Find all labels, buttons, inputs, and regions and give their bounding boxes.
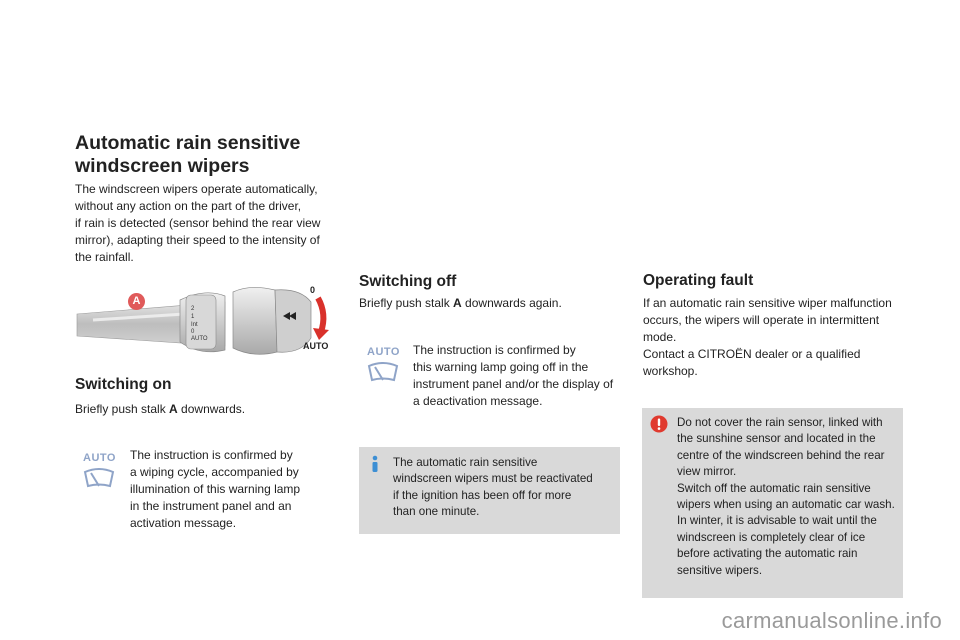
warning-line: In winter, it is advisable to wait until the bbox=[677, 514, 877, 528]
intro-line: without any action on the part of the driver, bbox=[75, 199, 302, 213]
fault-line: workshop. bbox=[643, 364, 698, 378]
title-line-1: Automatic rain sensitive bbox=[75, 132, 301, 154]
heading-switching-on: Switching on bbox=[75, 376, 172, 393]
warning-line: before activating the automatic rain bbox=[677, 547, 858, 561]
note-line: a deactivation message. bbox=[413, 394, 543, 408]
intro-paragraph bbox=[75, 181, 345, 266]
info-icon bbox=[367, 455, 383, 478]
wiper-stalk-image bbox=[75, 280, 335, 355]
auto-position-label: AUTO bbox=[303, 341, 329, 351]
warning-line: view mirror. bbox=[677, 465, 737, 479]
note-line: in the instrument panel and an bbox=[130, 499, 292, 513]
switching-on-instruction bbox=[75, 401, 245, 418]
note-line: activation message. bbox=[130, 516, 237, 530]
auto-label: AUTO bbox=[367, 346, 400, 358]
warning-box bbox=[642, 408, 903, 598]
info-line: windscreen wipers must be reactivated bbox=[393, 472, 593, 486]
stalk-label: A bbox=[453, 296, 462, 310]
intro-line: the rainfall. bbox=[75, 250, 134, 264]
switching-off-note bbox=[413, 342, 628, 410]
note-line: illumination of this warning lamp bbox=[130, 482, 301, 496]
note-line: The instruction is confirmed by bbox=[413, 343, 576, 357]
stalk-illustration bbox=[75, 280, 335, 355]
info-line: The automatic rain sensitive bbox=[393, 456, 538, 469]
warning-text bbox=[677, 415, 901, 579]
heading-operating-fault: Operating fault bbox=[643, 272, 754, 289]
auto-wiper-lamp-on bbox=[83, 452, 123, 495]
watermark: carmanualsonline.info bbox=[721, 608, 942, 633]
dial-label: 0 bbox=[191, 329, 195, 335]
warning-line: centre of the windscreen behind the rear bbox=[677, 448, 885, 462]
note-line: this warning lamp going off in the bbox=[413, 360, 589, 374]
instruction-text: downwards again. bbox=[461, 296, 562, 310]
info-line: than one minute. bbox=[393, 505, 480, 519]
heading-switching-off: Switching off bbox=[359, 273, 457, 290]
fault-line: occurs, the wipers will operate in intermittent bbox=[643, 313, 880, 327]
switching-off-instruction bbox=[359, 295, 562, 312]
note-line: instrument panel and/or the display of bbox=[413, 377, 614, 391]
info-text bbox=[393, 455, 615, 521]
off-position-label: 0 bbox=[310, 285, 316, 295]
stalk-label: A bbox=[169, 402, 178, 416]
fault-line: Contact a CITROËN dealer or a qualified bbox=[643, 347, 861, 361]
info-line: if the ignition has been off for more bbox=[393, 488, 572, 502]
switching-on-note bbox=[130, 447, 320, 532]
warning-line: the sunshine sensor and located in the bbox=[677, 432, 876, 446]
warning-line: wipers when using an automatic car wash. bbox=[677, 498, 895, 512]
fault-line: If an automatic rain sensitive wiper malfunction bbox=[643, 296, 892, 310]
intro-line: The windscreen wipers operate automatically, bbox=[75, 182, 318, 196]
dial-label: 1 bbox=[191, 314, 195, 320]
instruction-text: Briefly push stalk bbox=[359, 296, 454, 310]
instruction-text: downwards. bbox=[177, 402, 246, 416]
warning-line: sensitive wipers. bbox=[677, 563, 763, 577]
auto-wiper-lamp-off bbox=[367, 346, 407, 389]
dial-label: AUTO bbox=[191, 336, 208, 342]
dial-label: Int bbox=[191, 322, 198, 328]
title-line-2: windscreen wipers bbox=[75, 155, 250, 177]
warning-line: Switch off the automatic rain sensitive bbox=[677, 481, 871, 495]
page-title bbox=[75, 132, 355, 178]
warning-line: Do not cover the rain sensor, linked with bbox=[677, 416, 883, 429]
warning-icon bbox=[650, 415, 668, 438]
note-line: a wiping cycle, accompanied by bbox=[130, 465, 299, 479]
instruction-text: Briefly push stalk bbox=[75, 402, 170, 416]
intro-line: mirror), adapting their speed to the intensity of bbox=[75, 233, 320, 247]
fault-line: mode. bbox=[643, 330, 677, 344]
warning-line: windscreen is completely clear of ice bbox=[677, 530, 866, 544]
info-box bbox=[359, 447, 620, 534]
down-arrow-icon bbox=[313, 328, 329, 340]
operating-fault-text bbox=[643, 295, 913, 380]
windscreen-wiper-icon bbox=[367, 358, 399, 384]
dial-label: 2 bbox=[191, 306, 195, 312]
auto-label: AUTO bbox=[83, 452, 116, 464]
callout-a: A bbox=[128, 293, 145, 310]
windscreen-wiper-icon bbox=[83, 464, 115, 490]
intro-line: if rain is detected (sensor behind the rear view bbox=[75, 216, 321, 230]
note-line: The instruction is confirmed by bbox=[130, 448, 293, 462]
